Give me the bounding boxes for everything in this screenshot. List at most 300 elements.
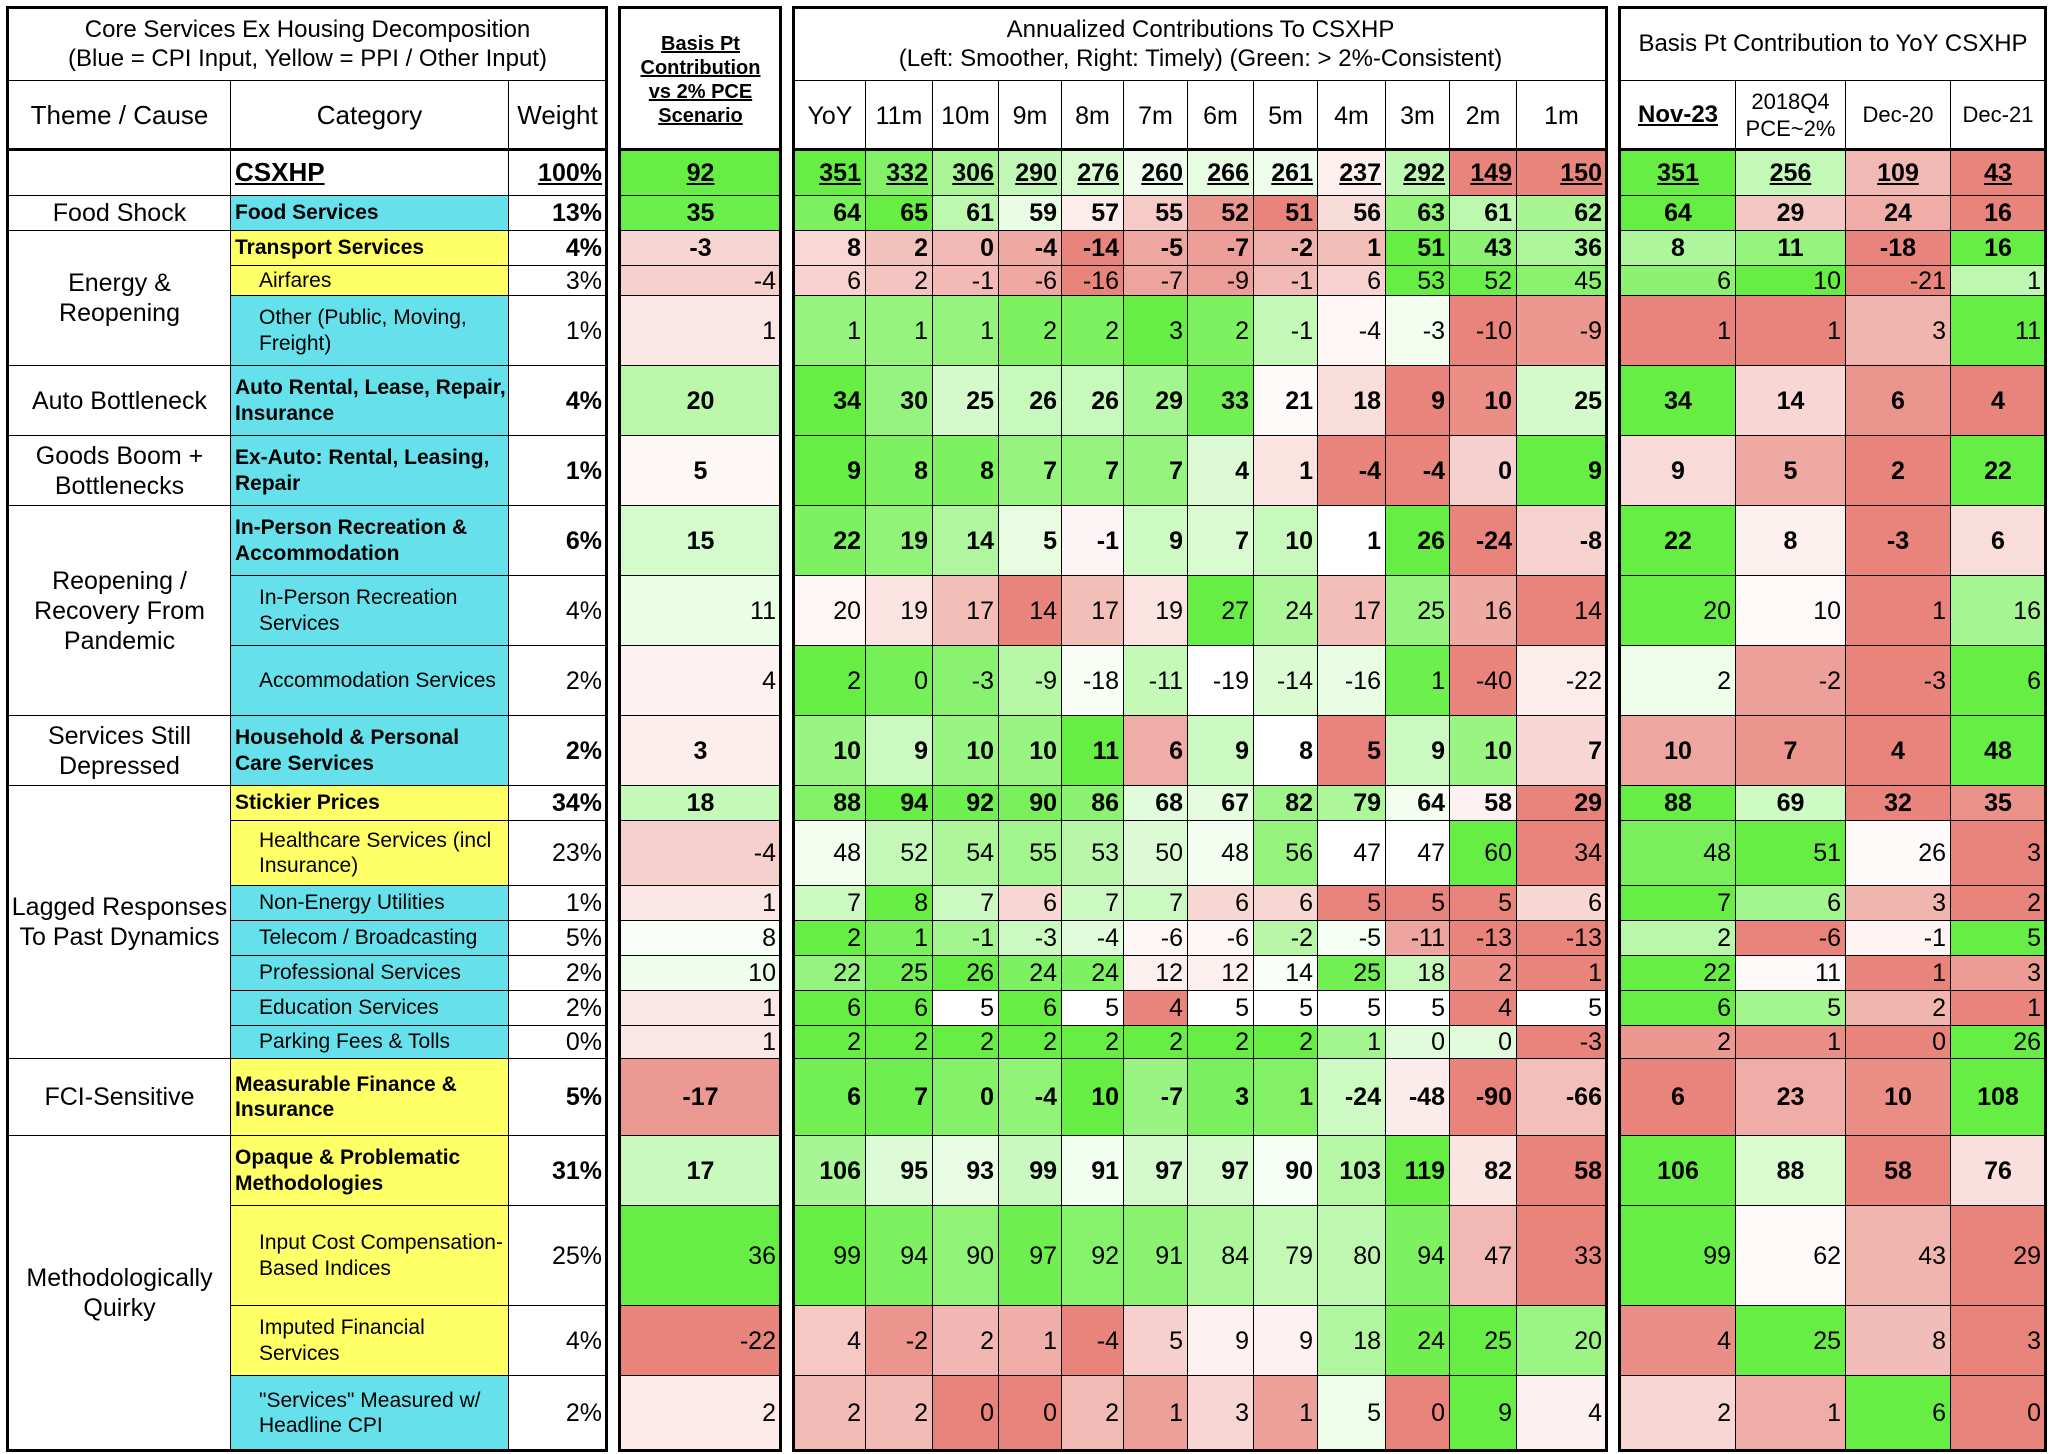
annualized-19-1-text: 95 [900, 1156, 928, 1185]
annualized-15-1 [865, 955, 932, 990]
annualized-1-11-text: 62 [1574, 199, 1602, 227]
annualized-21-4-text: -4 [1096, 1326, 1119, 1355]
header-comp-0 [1620, 80, 1735, 150]
annualized-14-3-text: -3 [1034, 924, 1057, 952]
annualized-15-6 [1187, 955, 1253, 990]
basis-9 [620, 645, 780, 715]
annualized-13-3 [998, 885, 1061, 920]
comp-5-2-text: 6 [1891, 386, 1905, 415]
annualized-5-6 [1187, 365, 1253, 435]
annualized-11-10-text: 58 [1484, 789, 1512, 817]
annualized-0-5-text: 260 [1141, 159, 1183, 187]
theme-5 [8, 505, 230, 715]
category-10 [230, 715, 508, 785]
annualized-7-3-text: 5 [1043, 526, 1057, 555]
annualized-1-10-text: 61 [1484, 199, 1512, 227]
annualized-4-2-text: 1 [980, 316, 994, 345]
annualized-3-1-text: 2 [914, 266, 928, 295]
annualized-9-7-text: -14 [1276, 666, 1313, 695]
comp-19-1-text: 88 [1776, 1156, 1805, 1185]
annualized-4-1 [865, 295, 932, 365]
annualized-2-8-text: 1 [1367, 234, 1381, 262]
comp-1-1 [1735, 195, 1845, 230]
annualized-17-0-text: 2 [847, 1028, 861, 1056]
annualized-5-8-text: 18 [1353, 386, 1381, 415]
annualized-15-5 [1123, 955, 1187, 990]
annualized-19-8 [1317, 1135, 1385, 1205]
annualized-15-11-text: 1 [1588, 959, 1602, 987]
weight-10-text: 2% [565, 736, 602, 765]
annualized-4-5-text: 3 [1169, 316, 1183, 345]
category-22-text: "Services" Measured w/ Headline CPI [259, 1388, 481, 1437]
category-22 [230, 1375, 508, 1450]
annualized-9-4-text: -18 [1082, 666, 1119, 695]
basis-7 [620, 505, 780, 575]
annualized-5-0-text: 34 [833, 386, 861, 415]
annualized-9-2 [932, 645, 998, 715]
comp-14-3-text: 5 [2027, 924, 2041, 952]
annualized-15-4 [1061, 955, 1123, 990]
annualized-6-5-text: 7 [1169, 456, 1183, 485]
annualized-11-3-text: 90 [1029, 789, 1057, 817]
annualized-21-9 [1385, 1305, 1449, 1375]
annualized-18-11 [1516, 1058, 1606, 1135]
comp-15-2 [1845, 955, 1950, 990]
annualized-18-8 [1317, 1058, 1385, 1135]
category-16 [230, 990, 508, 1025]
basis-3 [620, 265, 780, 295]
annualized-17-3 [998, 1025, 1061, 1058]
basis-9-text: 4 [762, 666, 776, 695]
comp-0-0 [1620, 150, 1735, 195]
comp-1-0-text: 64 [1664, 199, 1692, 227]
annualized-17-10 [1449, 1025, 1516, 1058]
theme-8-text: FCI-Sensitive [44, 1083, 195, 1111]
annualized-13-1-text: 8 [914, 889, 928, 917]
comp-3-2 [1845, 265, 1950, 295]
comp-15-2-text: 1 [1932, 959, 1946, 987]
annualized-4-10 [1449, 295, 1516, 365]
basis-11 [620, 785, 780, 820]
annualized-10-0-text: 10 [833, 736, 861, 765]
comp-11-1 [1735, 785, 1845, 820]
comp-21-1 [1735, 1305, 1845, 1375]
annualized-9-0 [794, 645, 865, 715]
comp-12-3-text: 3 [2027, 839, 2041, 867]
annualized-5-6-text: 33 [1221, 386, 1249, 415]
annualized-16-11 [1516, 990, 1606, 1025]
annualized-0-4 [1061, 150, 1123, 195]
comp-18-0-text: 6 [1671, 1083, 1685, 1111]
annualized-3-10-text: 52 [1484, 266, 1512, 295]
annualized-2-1 [865, 230, 932, 265]
annualized-10-2 [932, 715, 998, 785]
annualized-10-9-text: 9 [1431, 736, 1445, 765]
weight-22 [508, 1375, 606, 1450]
annualized-4-3-text: 2 [1043, 316, 1057, 345]
annualized-11-0-text: 88 [833, 789, 861, 817]
comp-3-0 [1620, 265, 1735, 295]
category-15 [230, 955, 508, 990]
annualized-2-3 [998, 230, 1061, 265]
comp-0-3-text: 43 [1984, 159, 2012, 187]
annualized-10-6-text: 9 [1235, 736, 1249, 765]
comp-17-0 [1620, 1025, 1735, 1058]
annualized-22-10 [1449, 1375, 1516, 1450]
header-divider [620, 148, 780, 151]
comp-10-1-text: 7 [1783, 736, 1798, 765]
header-basis-line: Contribution [640, 56, 761, 79]
comp-3-1-text: 10 [1813, 266, 1841, 295]
annualized-12-10 [1449, 820, 1516, 885]
theme-3-text: Auto Bottleneck [31, 386, 208, 415]
annualized-3-3-text: -6 [1034, 266, 1057, 295]
annualized-12-2-text: 54 [966, 839, 994, 867]
annualized-6-10-text: 0 [1498, 456, 1512, 485]
comp-19-2 [1845, 1135, 1950, 1205]
annualized-17-1-text: 2 [914, 1028, 928, 1056]
annualized-10-5-text: 6 [1169, 736, 1183, 765]
annualized-14-2 [932, 920, 998, 955]
category-2-text: Transport Services [235, 236, 425, 260]
annualized-7-6-text: 7 [1235, 526, 1249, 555]
annualized-12-1-text: 52 [900, 839, 928, 867]
annualized-15-0 [794, 955, 865, 990]
annualized-13-8-text: 5 [1367, 889, 1381, 917]
annualized-21-0 [794, 1305, 865, 1375]
annualized-8-7-text: 24 [1285, 596, 1313, 625]
category-17 [230, 1025, 508, 1058]
annualized-12-8-text: 47 [1353, 839, 1381, 867]
comp-11-2-text: 32 [1884, 789, 1912, 817]
comp-17-0-text: 2 [1717, 1028, 1731, 1056]
annualized-7-4-text: -1 [1096, 526, 1119, 555]
annualized-4-9 [1385, 295, 1449, 365]
annualized-4-1-text: 1 [914, 316, 928, 345]
annualized-11-5-text: 68 [1155, 789, 1183, 817]
header-annualized-line: (Left: Smoother, Right: Timely) (Green: > 2%-Consistent) [898, 44, 1503, 72]
comp-2-2-text: -18 [1879, 234, 1917, 262]
annualized-3-9 [1385, 265, 1449, 295]
annualized-12-9-text: 47 [1417, 839, 1445, 867]
annualized-8-0 [794, 575, 865, 645]
weight-15-text: 2% [565, 959, 602, 987]
comp-21-3 [1950, 1305, 2045, 1375]
annualized-14-6-text: -6 [1226, 924, 1249, 952]
comp-12-1-text: 51 [1813, 839, 1841, 867]
annualized-1-7 [1253, 195, 1317, 230]
weight-4 [508, 295, 606, 365]
comp-16-3 [1950, 990, 2045, 1025]
theme-1-text: Food Shock [52, 199, 187, 227]
category-12-text: Healthcare Services (incl Insurance) [259, 828, 492, 877]
annualized-20-2-text: 90 [966, 1241, 994, 1270]
annualized-14-7-text: -2 [1290, 924, 1313, 952]
comp-13-2 [1845, 885, 1950, 920]
annualized-17-11-text: -3 [1579, 1028, 1602, 1056]
comp-3-3 [1950, 265, 2045, 295]
comp-10-3-text: 48 [1984, 736, 2012, 765]
annualized-3-11-text: 45 [1574, 266, 1602, 295]
annualized-22-4 [1061, 1375, 1123, 1450]
header-period-8m-text: 8m [1075, 101, 1110, 130]
annualized-13-2-text: 7 [980, 889, 994, 917]
header-comp-2-line: Dec-20 [1862, 102, 1934, 128]
annualized-7-10-text: -24 [1475, 526, 1512, 555]
annualized-18-5 [1123, 1058, 1187, 1135]
annualized-8-10-text: 16 [1484, 596, 1512, 625]
annualized-19-4 [1061, 1135, 1123, 1205]
annualized-18-7-text: 1 [1299, 1083, 1313, 1111]
annualized-2-5-text: -5 [1160, 234, 1183, 262]
weight-3-text: 3% [565, 266, 602, 295]
annualized-9-3 [998, 645, 1061, 715]
annualized-18-5-text: -7 [1160, 1083, 1183, 1111]
comp-3-0-text: 6 [1717, 266, 1731, 295]
annualized-20-2 [932, 1205, 998, 1305]
block1-title-line: Core Services Ex Housing Decomposition [84, 15, 531, 43]
header-period-10m-text: 10m [941, 101, 990, 130]
comp-11-0 [1620, 785, 1735, 820]
basis-16 [620, 990, 780, 1025]
annualized-18-4 [1061, 1058, 1123, 1135]
weight-7 [508, 505, 606, 575]
annualized-6-1-text: 8 [914, 456, 928, 485]
comp-10-3 [1950, 715, 2045, 785]
header-weight [508, 80, 606, 150]
header-comp-3 [1950, 80, 2045, 150]
comp-5-3-text: 4 [1991, 386, 2005, 415]
annualized-3-6 [1187, 265, 1253, 295]
annualized-8-9-text: 25 [1417, 596, 1445, 625]
annualized-6-4-text: 7 [1105, 456, 1119, 485]
annualized-18-1 [865, 1058, 932, 1135]
annualized-10-11 [1516, 715, 1606, 785]
weight-0-text: 100% [538, 159, 602, 187]
annualized-19-0 [794, 1135, 865, 1205]
annualized-3-2-text: -1 [971, 266, 994, 295]
annualized-1-1 [865, 195, 932, 230]
annualized-15-2 [932, 955, 998, 990]
annualized-3-9-text: 53 [1417, 266, 1445, 295]
weight-16 [508, 990, 606, 1025]
annualized-4-8 [1317, 295, 1385, 365]
annualized-7-2-text: 14 [966, 526, 994, 555]
theme-5-text: Reopening / Recovery From Pandemic [34, 566, 205, 655]
annualized-14-5-text: -6 [1160, 924, 1183, 952]
annualized-13-11 [1516, 885, 1606, 920]
annualized-10-1-text: 9 [914, 736, 928, 765]
weight-8 [508, 575, 606, 645]
annualized-17-5 [1123, 1025, 1187, 1058]
comp-20-0 [1620, 1205, 1735, 1305]
basis-15 [620, 955, 780, 990]
annualized-2-7 [1253, 230, 1317, 265]
category-19 [230, 1135, 508, 1205]
comp-21-2 [1845, 1305, 1950, 1375]
category-19-text: Opaque & Problematic Methodologies [235, 1146, 461, 1195]
annualized-10-10-text: 10 [1484, 736, 1512, 765]
category-13-text: Non-Energy Utilities [259, 891, 445, 915]
annualized-13-2 [932, 885, 998, 920]
annualized-11-4 [1061, 785, 1123, 820]
annualized-7-0 [794, 505, 865, 575]
weight-14 [508, 920, 606, 955]
comp-9-1-text: -2 [1818, 666, 1841, 695]
comp-11-0-text: 88 [1664, 789, 1692, 817]
annualized-10-10 [1449, 715, 1516, 785]
comp-19-3-text: 76 [1984, 1156, 2012, 1185]
annualized-8-6 [1187, 575, 1253, 645]
annualized-16-9-text: 5 [1431, 994, 1445, 1022]
annualized-18-9 [1385, 1058, 1449, 1135]
annualized-9-11-text: -22 [1565, 666, 1602, 695]
comp-5-0-text: 34 [1664, 386, 1692, 415]
annualized-21-2 [932, 1305, 998, 1375]
comp-9-3-text: 6 [2027, 666, 2041, 695]
comp-4-0 [1620, 295, 1735, 365]
annualized-9-10 [1449, 645, 1516, 715]
comp-7-3 [1950, 505, 2045, 575]
comp-12-3 [1950, 820, 2045, 885]
comp-20-3 [1950, 1205, 2045, 1305]
annualized-19-11 [1516, 1135, 1606, 1205]
annualized-5-9 [1385, 365, 1449, 435]
header-divider [1620, 148, 2045, 151]
annualized-10-7-text: 8 [1299, 736, 1313, 765]
annualized-17-4-text: 2 [1105, 1028, 1119, 1056]
header-annualized [794, 8, 1606, 80]
annualized-18-6 [1187, 1058, 1253, 1135]
annualized-1-4 [1061, 195, 1123, 230]
annualized-5-8 [1317, 365, 1385, 435]
annualized-5-11 [1516, 365, 1606, 435]
comp-1-0 [1620, 195, 1735, 230]
annualized-11-11 [1516, 785, 1606, 820]
annualized-22-6-text: 3 [1235, 1399, 1249, 1427]
annualized-0-8-text: 237 [1339, 159, 1381, 187]
annualized-19-10 [1449, 1135, 1516, 1205]
annualized-1-5 [1123, 195, 1187, 230]
annualized-17-3-text: 2 [1043, 1028, 1057, 1056]
annualized-5-1 [865, 365, 932, 435]
header-period-4m [1317, 80, 1385, 150]
annualized-0-9 [1385, 150, 1449, 195]
annualized-22-11 [1516, 1375, 1606, 1450]
comp-18-0 [1620, 1058, 1735, 1135]
annualized-20-9-text: 94 [1417, 1241, 1445, 1270]
annualized-0-5 [1123, 150, 1187, 195]
weight-21-text: 4% [565, 1326, 602, 1355]
header-basis [620, 8, 780, 150]
header-divider [8, 148, 606, 151]
category-18 [230, 1058, 508, 1135]
header-period-3m-text: 3m [1400, 101, 1435, 130]
annualized-5-2 [932, 365, 998, 435]
annualized-8-0-text: 20 [833, 596, 861, 625]
annualized-20-6 [1187, 1205, 1253, 1305]
annualized-16-9 [1385, 990, 1449, 1025]
annualized-21-6-text: 9 [1235, 1326, 1249, 1355]
annualized-10-4 [1061, 715, 1123, 785]
comp-1-1-text: 29 [1776, 199, 1805, 227]
annualized-19-3-text: 99 [1029, 1156, 1057, 1185]
annualized-21-8 [1317, 1305, 1385, 1375]
annualized-7-11-text: -8 [1579, 526, 1602, 555]
annualized-19-3 [998, 1135, 1061, 1205]
annualized-3-8 [1317, 265, 1385, 295]
theme-6-text: Services Still Depressed [47, 721, 192, 780]
comp-8-0 [1620, 575, 1735, 645]
comp-13-3-text: 2 [2027, 889, 2041, 917]
annualized-17-2-text: 2 [980, 1028, 994, 1056]
header-category [230, 80, 508, 150]
annualized-19-7-text: 90 [1285, 1156, 1313, 1185]
comp-17-2-text: 0 [1932, 1028, 1946, 1056]
category-20 [230, 1205, 508, 1305]
header-basis-line: vs 2% PCE [648, 80, 753, 103]
annualized-2-6 [1187, 230, 1253, 265]
comp-6-3-text: 22 [1984, 456, 2012, 485]
category-3-text: Airfares [259, 268, 332, 292]
annualized-11-2-text: 92 [966, 789, 994, 817]
header-comp-3-line: Dec-21 [1962, 102, 2034, 128]
category-5-text: Auto Rental, Lease, Repair, Insurance [235, 376, 506, 425]
annualized-20-0-text: 99 [833, 1241, 861, 1270]
category-6 [230, 435, 508, 505]
annualized-22-8 [1317, 1375, 1385, 1450]
basis-18-text: -17 [682, 1083, 719, 1111]
annualized-16-10-text: 4 [1498, 994, 1512, 1022]
annualized-4-3 [998, 295, 1061, 365]
annualized-21-0-text: 4 [847, 1326, 861, 1355]
comp-9-3 [1950, 645, 2045, 715]
basis-20-text: 36 [748, 1241, 776, 1270]
annualized-0-0 [794, 150, 865, 195]
annualized-3-4-text: -16 [1082, 266, 1119, 295]
basis-18 [620, 1058, 780, 1135]
category-6-text: Ex-Auto: Rental, Leasing, Repair [235, 446, 490, 495]
annualized-8-11-text: 14 [1574, 596, 1602, 625]
comp-13-0 [1620, 885, 1735, 920]
annualized-11-3 [998, 785, 1061, 820]
comp-0-3 [1950, 150, 2045, 195]
comp-18-2-text: 10 [1884, 1083, 1912, 1111]
annualized-16-1-text: 6 [914, 994, 928, 1022]
annualized-12-10-text: 60 [1484, 839, 1512, 867]
annualized-22-5 [1123, 1375, 1187, 1450]
header-period-4m-text: 4m [1334, 101, 1369, 130]
category-14 [230, 920, 508, 955]
annualized-0-10 [1449, 150, 1516, 195]
basis-16-text: 1 [762, 994, 776, 1022]
annualized-11-1 [865, 785, 932, 820]
category-7 [230, 505, 508, 575]
annualized-7-7 [1253, 505, 1317, 575]
annualized-13-5-text: 7 [1169, 889, 1183, 917]
header-annualized-line: Annualized Contributions To CSXHP [1006, 15, 1395, 43]
annualized-7-11 [1516, 505, 1606, 575]
annualized-19-9-text: 119 [1404, 1156, 1445, 1185]
comp-22-3-text: 0 [2027, 1399, 2041, 1427]
comp-9-1 [1735, 645, 1845, 715]
annualized-5-4 [1061, 365, 1123, 435]
annualized-10-3 [998, 715, 1061, 785]
basis-8-text: 11 [750, 596, 776, 625]
comp-11-1-text: 69 [1776, 789, 1805, 817]
comp-2-1 [1735, 230, 1845, 265]
annualized-5-5 [1123, 365, 1187, 435]
